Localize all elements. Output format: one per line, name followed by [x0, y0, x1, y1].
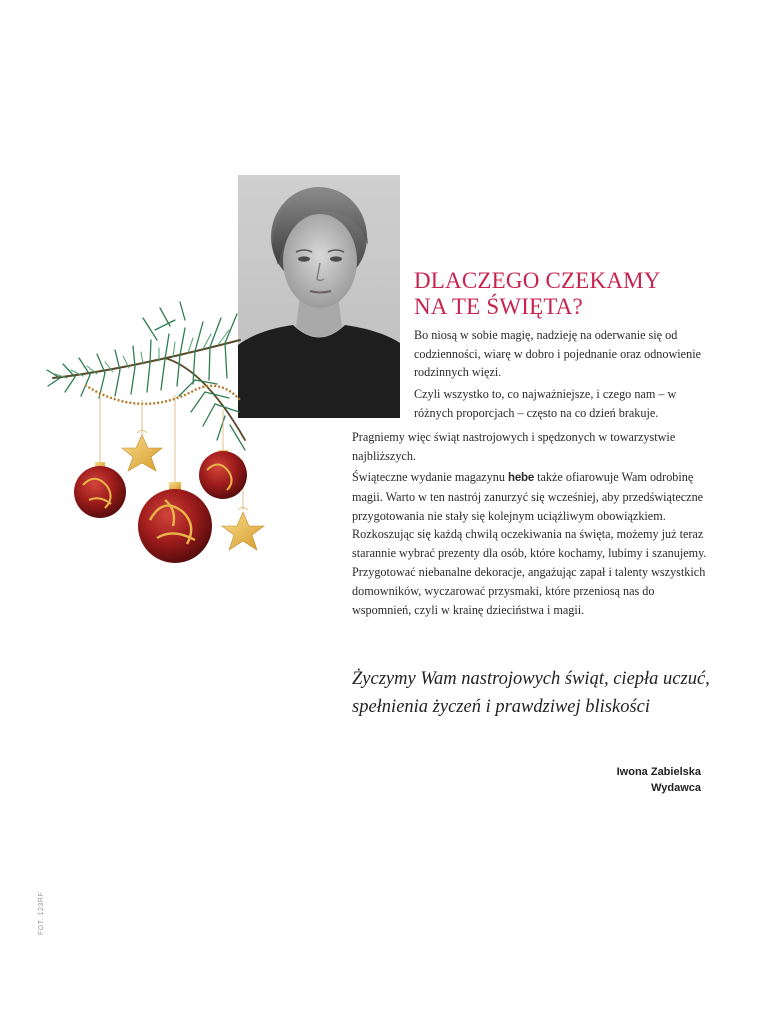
christmas-ornament-illustration: [45, 300, 275, 570]
intro-paragraph-1: Bo niosą w sobie magię, nadzieję na oderwanie się od codzienności, wiarę w dobro i pojednanie oraz odnowienie rodzinnych więzi.: [414, 328, 701, 379]
bauble-icon: [138, 482, 212, 563]
bauble-icon: [74, 462, 126, 518]
bauble-icon: [199, 450, 247, 499]
signature: [617, 764, 701, 796]
photo-credit: FOT. 123RF: [38, 891, 45, 935]
heading-line-1: DLACZEGO CZEKAMY: [414, 268, 661, 293]
signature-name: Iwona Zabielska: [616, 766, 701, 778]
brand-name-hebe: hebe: [508, 472, 535, 484]
paragraph-4-lead: Świąteczne wydanie magazynu: [352, 470, 509, 484]
paragraph-4-rest: także ofiarowuje Wam odrobinę magii. Warto w ten nastrój zanurzyć się wcześniej, aby przedświąteczne przygotowania nie stały się kolejnym uciążliwym obowiązkiem. Rozkoszując się każdą chwilą oczekiwania na święta, możemy już teraz starannie wybrać prezenty dla osób, które kochamy, lubimy i szanujemy. Przygotować niebanalne dekoracje, angażując zapał i talenty wszystkich domowników, wyczarować przysmaki, które przeniosą nas do wspomnień, czyli w krainę dzieciństwa i magii.: [352, 470, 707, 617]
pine-branch-icon: [47, 302, 245, 450]
body-paragraph-3: Pragniemy więc świąt nastrojowych i spędzonych w towarzystwie najbliższych.: [352, 430, 676, 463]
heading-line-2: NA TE ŚWIĘTA?: [414, 294, 583, 319]
signature-role: Wydawca: [651, 782, 701, 794]
body-paragraph-4: [352, 468, 712, 619]
article-heading: [414, 268, 661, 320]
holiday-wishes: Życzymy Wam nastrojowych świąt, ciepła uczuć, spełnienia życzeń i prawdziwej bliskości: [352, 669, 710, 717]
intro-paragraph-2: Czyli wszystko to, co najważniejsze, i czego nam – w różnych proporcjach – często na co dzień brakuje.: [414, 387, 677, 420]
star-icon: [122, 431, 162, 472]
star-icon: [222, 508, 264, 551]
